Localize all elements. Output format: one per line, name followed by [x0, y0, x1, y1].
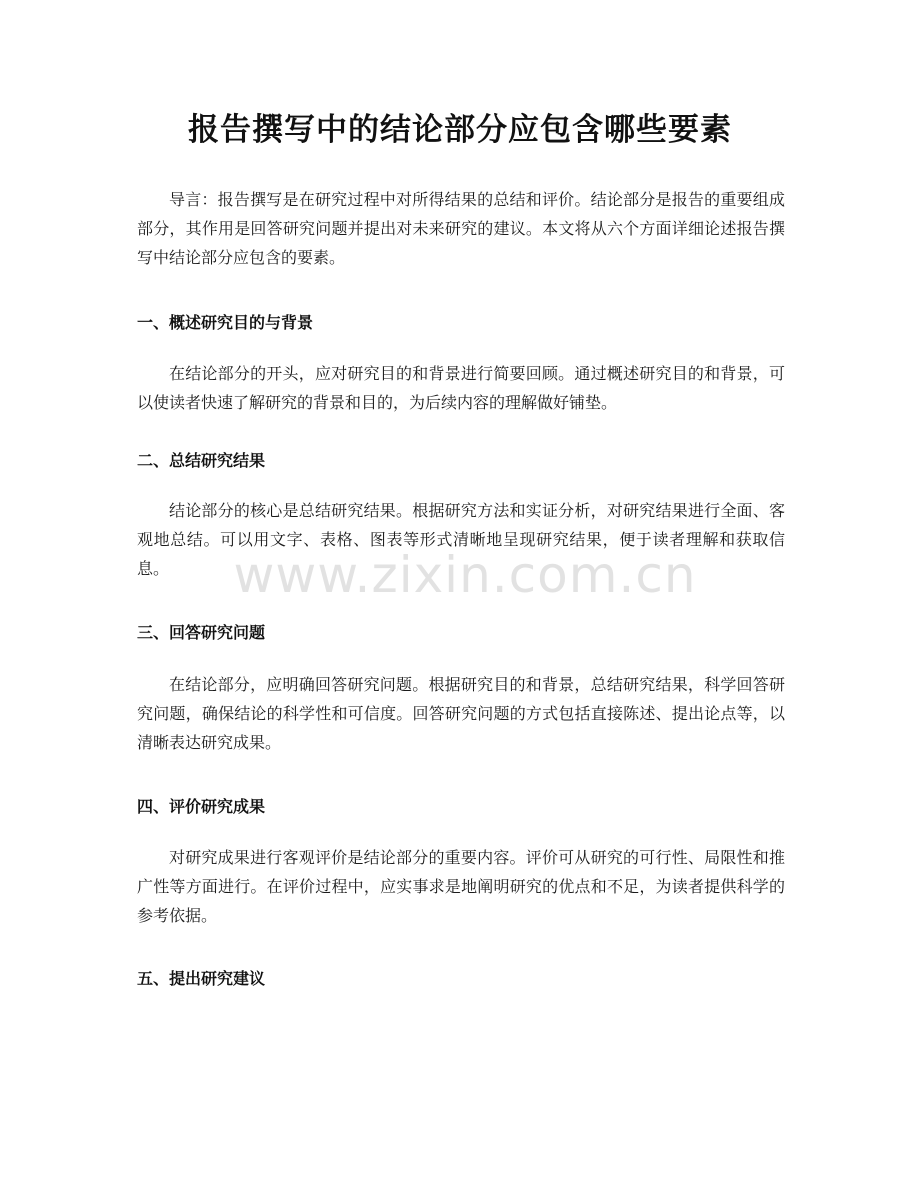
section-body-3: 在结论部分，应明确回答研究问题。根据研究目的和背景，总结研究结果，科学回答研究问题，确保结论的科学性和可信度。回答研究问题的方式包括直接陈述、提出论点等，以清晰表达研究成果。 — [137, 675, 785, 752]
intro-paragraph: 导言：报告撰写是在研究过程中对所得结果的总结和评价。结论部分是报告的重要组成部分，其作用是回答研究问题并提出对未来研究的建议。本文将从六个方面详细论述报告撰写中结论部分应包含的要素。 — [137, 190, 785, 267]
section-heading-1: 一、概述研究目的与背景 — [137, 313, 314, 332]
section-body-1: 在结论部分的开头，应对研究目的和背景进行简要回顾。通过概述研究目的和背景，可以使读者快速了解研究的背景和目的，为后续内容的理解做好铺垫。 — [137, 364, 785, 412]
document-title: 报告撰写中的结论部分应包含哪些要素 — [188, 112, 732, 148]
section-heading-2: 二、总结研究结果 — [137, 451, 266, 470]
section-body-2: 结论部分的核心是总结研究结果。根据研究方法和实证分析，对研究结果进行全面、客观地总结。可以用文字、表格、图表等形式清晰地呈现研究结果，便于读者理解和获取信息。 — [137, 501, 785, 578]
section-heading-4: 四、评价研究成果 — [137, 797, 266, 816]
watermark: www.zixin.com.cn — [233, 546, 697, 604]
section-heading-5: 五、提出研究建议 — [137, 969, 266, 988]
section-body-4: 对研究成果进行客观评价是结论部分的重要内容。评价可从研究的可行性、局限性和推广性等方面进行。在评价过程中，应实事求是地阐明研究的优点和不足，为读者提供科学的参考依据。 — [137, 848, 785, 925]
section-heading-3: 三、回答研究问题 — [137, 623, 266, 642]
